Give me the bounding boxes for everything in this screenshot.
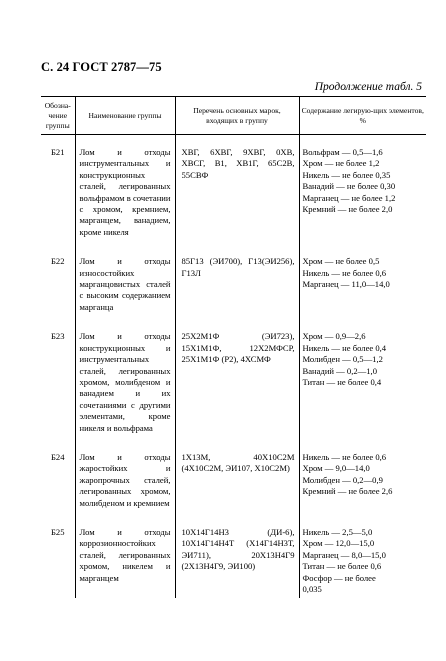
group-code: Б22 bbox=[50, 256, 65, 267]
element-line: Никель — не более 0,6 bbox=[302, 267, 387, 278]
element-line: Хром — не более 1,2 bbox=[302, 158, 380, 169]
element-line: Кремний — не более 2,6 bbox=[302, 486, 393, 497]
group-grades: 25Х2М1Ф (ЭИ723), 15Х1М1Ф, 12Х2МФСР, 25Х1М1Ф (Р2), 4ХСМФ bbox=[175, 322, 299, 443]
group-elements bbox=[299, 322, 426, 443]
group-code: Б25 bbox=[50, 526, 65, 537]
group-name: Лом и отходы конструкционных и инструментальных сталей, легированных хромом, молибденом и ванадием и их сочетаниями с другими элементами, кроме никеля и вольфрама bbox=[75, 322, 175, 443]
element-line: Никель — не более 0,4 bbox=[302, 342, 387, 353]
group-code: Б21 bbox=[50, 147, 65, 157]
header-content: Содержание легирую-щих элементов, % bbox=[299, 97, 426, 135]
element-line: Никель — 2,5—5,0 bbox=[302, 526, 373, 537]
element-line: Хром — не более 0,5 bbox=[302, 256, 380, 267]
group-grades: 85Г13 (ЭИ700), Г13(ЭИ256), Г13Л bbox=[175, 247, 299, 322]
group-elements bbox=[299, 135, 426, 248]
group-name: Лом и отходы коррозионностойких сталей, легированных хромом, никелем и марганцем bbox=[75, 518, 175, 598]
group-name: Лом и отходы износостойких марганцовистых сталей с высоким содержанием марганца bbox=[75, 247, 175, 322]
group-elements bbox=[299, 247, 426, 322]
element-line: Кремний — не более 2,0 bbox=[302, 204, 393, 215]
element-line: Титан — не более 0,6 bbox=[302, 561, 382, 572]
header-code: Обозна-чение группы bbox=[41, 97, 75, 135]
element-line: Хром — 9,0—14,0 bbox=[302, 463, 370, 474]
group-name: Лом и отходы жаростойких и жаропрочных сталей, легированных хромом, молибденом и кремнием bbox=[75, 443, 175, 518]
element-line: Никель — не более 0,35 bbox=[302, 169, 391, 180]
group-code: Б23 bbox=[50, 331, 65, 342]
header-grades: Перечень основных марок, входящих в группу bbox=[175, 97, 299, 135]
table-continuation-label: Продолжение табл. 5 bbox=[314, 81, 422, 93]
element-line: Хром — 0,9—2,6 bbox=[302, 331, 366, 342]
page-header: С. 24 ГОСТ 2787—75 bbox=[41, 60, 162, 74]
element-line: Молибден — 0,2—0,9 bbox=[302, 474, 383, 485]
element-line: Вольфрам — 0,5—1,6 bbox=[302, 147, 383, 157]
table-header-row bbox=[41, 97, 426, 135]
element-line: Марганец — не более 1,2 bbox=[302, 192, 396, 203]
element-line: Марганец — 8,0—15,0 bbox=[302, 549, 386, 560]
element-line: Ванадий — не более 0,30 bbox=[302, 181, 396, 192]
group-elements bbox=[299, 443, 426, 518]
group-code: Б24 bbox=[50, 451, 65, 462]
element-line: Фосфор — не более bbox=[302, 572, 376, 583]
element-line: Хром — 12,0—15,0 bbox=[302, 538, 375, 549]
table-row bbox=[41, 135, 426, 248]
group-grades: ХВГ, 6ХВГ, 9ХВГ, 0ХВ, ХВСГ, В1, ХВ1Г, 65С2В, 55СВФ bbox=[175, 135, 299, 248]
table-row bbox=[41, 518, 426, 598]
table-row bbox=[41, 322, 426, 443]
header-name: Наименование группы bbox=[75, 97, 175, 135]
group-grades: 10Х14Г14Н3 (ДИ-6), 10Х14Г14Н4Т (Х14Г14Н3Т, ЭИ711), 20Х13Н4Г9 (2Х13Н4Г9, ЭИ100) bbox=[175, 518, 299, 598]
group-elements bbox=[299, 518, 426, 598]
element-line: Титан — не более 0,4 bbox=[302, 376, 382, 387]
group-name: Лом и отходы инструментальных и конструкционных сталей, легированных вольфрамом в сочетании с хромом, кремнием, марганцем, ванадием, кроме никеля bbox=[75, 135, 175, 248]
table-row bbox=[41, 443, 426, 518]
element-line: Марганец — 11,0—14,0 bbox=[302, 279, 390, 290]
group-grades: 1Х13М, 40Х10С2М (4Х10С2М, ЭИ107, Х10С2М) bbox=[175, 443, 299, 518]
element-line: Никель — не более 0,6 bbox=[302, 451, 387, 462]
element-line: Молибден — 0,5—1,2 bbox=[302, 354, 383, 365]
alloy-groups-table bbox=[41, 96, 426, 598]
element-line: 0,035 bbox=[302, 584, 322, 594]
element-line: Ванадий — 0,2—1,0 bbox=[302, 365, 377, 376]
table-row bbox=[41, 247, 426, 322]
